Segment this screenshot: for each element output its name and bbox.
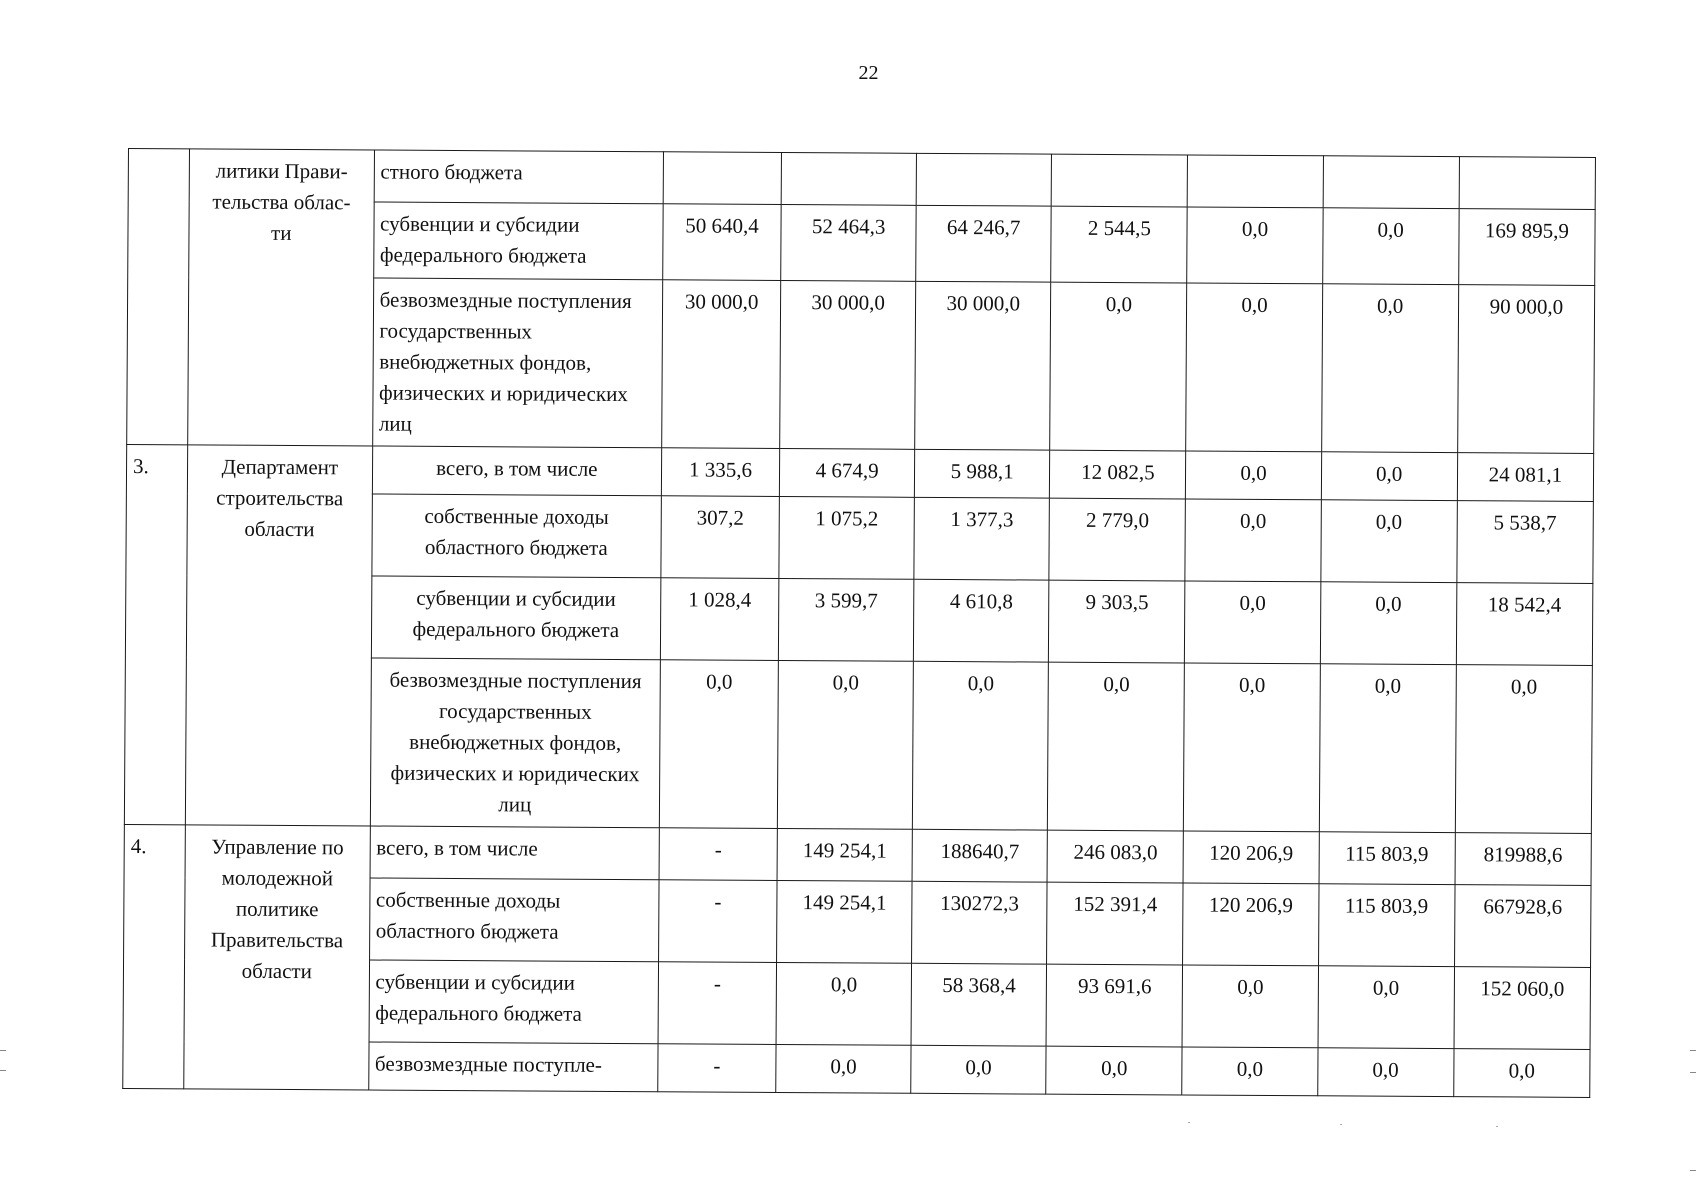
value-cell: 0,0 bbox=[1318, 966, 1455, 1049]
scan-edge-mark bbox=[1690, 1050, 1696, 1051]
value-cell: 0,0 bbox=[1182, 965, 1318, 1048]
value-cell: 4 610,8 bbox=[914, 579, 1050, 662]
page-number: 22 bbox=[858, 62, 879, 84]
scan-speck bbox=[1188, 1122, 1190, 1123]
funding-source-cell: собственные доходы областного бюджета bbox=[371, 494, 661, 578]
value-cell bbox=[1051, 154, 1188, 207]
value-cell: 18 542,4 bbox=[1456, 583, 1593, 666]
value-cell: 3 599,7 bbox=[778, 578, 914, 661]
value-cell: 0,0 bbox=[1321, 452, 1457, 501]
value-cell: 90 000,0 bbox=[1457, 285, 1594, 454]
value-cell: 30 000,0 bbox=[780, 280, 916, 449]
value-cell: 1 377,3 bbox=[914, 497, 1050, 580]
funding-source-cell: всего, в том числе bbox=[370, 826, 660, 880]
budget-table-wrapper bbox=[122, 148, 1596, 1098]
org-name: литики Прави-тельства облас-ти bbox=[212, 158, 351, 246]
value-cell: 115 803,9 bbox=[1318, 884, 1455, 967]
funding-source-cell: безвозмездные поступления государственных внебюджетных фондов, физических и юридических лиц bbox=[372, 278, 663, 448]
value-cell: 0,0 bbox=[659, 660, 778, 829]
funding-source-cell: субвенции и субсидии федерального бюджета bbox=[373, 202, 663, 280]
scan-speck bbox=[1496, 1126, 1498, 1127]
value-cell: 5 988,1 bbox=[915, 449, 1050, 498]
value-cell: 9 303,5 bbox=[1049, 580, 1186, 663]
org-name-cell bbox=[188, 149, 374, 446]
value-cell: 0,0 bbox=[1317, 1048, 1453, 1097]
value-cell: - bbox=[659, 880, 777, 963]
value-cell: 1 028,4 bbox=[660, 578, 778, 661]
value-cell: 0,0 bbox=[1186, 451, 1321, 500]
funding-source-cell: безвозмездные поступле- bbox=[368, 1042, 658, 1092]
value-cell: 0,0 bbox=[1320, 500, 1457, 583]
value-cell: 130272,3 bbox=[912, 881, 1048, 964]
value-cell: 93 691,6 bbox=[1046, 964, 1183, 1047]
value-cell: 0,0 bbox=[776, 1044, 911, 1093]
value-cell: 0,0 bbox=[1185, 581, 1321, 664]
org-name-cell bbox=[184, 825, 370, 1090]
value-cell: 188640,7 bbox=[912, 829, 1047, 882]
value-cell: 0,0 bbox=[1322, 208, 1459, 285]
value-cell bbox=[916, 153, 1051, 206]
value-cell: 0,0 bbox=[1453, 1049, 1590, 1098]
scan-edge-mark bbox=[1690, 1072, 1696, 1073]
value-cell: - bbox=[658, 1044, 776, 1093]
value-cell: 149 254,1 bbox=[777, 880, 913, 963]
scan-edge-mark bbox=[0, 1050, 6, 1051]
value-cell: 0,0 bbox=[777, 660, 913, 829]
value-cell: 0,0 bbox=[1320, 582, 1457, 665]
table-row bbox=[124, 824, 1591, 885]
value-cell: 64 246,7 bbox=[916, 205, 1052, 282]
value-cell: 30 000,0 bbox=[915, 281, 1051, 450]
value-cell: 0,0 bbox=[1319, 664, 1456, 833]
value-cell: 169 895,9 bbox=[1458, 209, 1595, 286]
value-cell: 5 538,7 bbox=[1457, 501, 1594, 584]
value-cell bbox=[1188, 155, 1323, 208]
value-cell: 12 082,5 bbox=[1050, 450, 1186, 499]
value-cell bbox=[1459, 157, 1596, 210]
value-cell: - bbox=[658, 962, 776, 1045]
org-name: Департамент строительства области bbox=[216, 454, 344, 542]
funding-source-cell: всего, в том числе bbox=[372, 446, 662, 496]
row-number-cell: 3. bbox=[124, 444, 187, 824]
scan-speck bbox=[1340, 1124, 1342, 1125]
value-cell: 246 083,0 bbox=[1047, 830, 1184, 883]
scan-edge-mark bbox=[1690, 1170, 1696, 1171]
value-cell: 50 640,4 bbox=[663, 204, 781, 281]
scan-edge-mark bbox=[0, 1070, 6, 1071]
value-cell: 0,0 bbox=[1187, 207, 1323, 284]
value-cell: 0,0 bbox=[1182, 1047, 1317, 1096]
value-cell: - bbox=[659, 828, 777, 881]
value-cell bbox=[663, 152, 781, 205]
value-cell: 0,0 bbox=[911, 1045, 1046, 1094]
org-name: Управление по молодежной политике Правительства области bbox=[210, 834, 344, 984]
value-cell: 0,0 bbox=[1048, 662, 1185, 831]
value-cell: 2 544,5 bbox=[1051, 206, 1188, 283]
value-cell: 819988,6 bbox=[1455, 833, 1592, 886]
value-cell: 58 368,4 bbox=[911, 963, 1047, 1046]
row-number-cell bbox=[127, 149, 190, 445]
value-cell: 1 075,2 bbox=[779, 496, 915, 579]
value-cell: 120 206,9 bbox=[1183, 883, 1319, 966]
value-cell bbox=[781, 152, 916, 205]
value-cell: 24 081,1 bbox=[1457, 453, 1594, 502]
table-row bbox=[128, 149, 1595, 210]
value-cell: 0,0 bbox=[1186, 283, 1322, 452]
value-cell: 0,0 bbox=[1050, 282, 1187, 451]
value-cell: 0,0 bbox=[776, 962, 912, 1045]
value-cell: 1 335,6 bbox=[661, 448, 779, 497]
value-cell: 307,2 bbox=[661, 496, 779, 579]
funding-source-cell: собственные доходы областного бюджета bbox=[369, 878, 659, 962]
value-cell: 4 674,9 bbox=[779, 448, 914, 497]
value-cell: 52 464,3 bbox=[781, 204, 917, 281]
value-cell: 149 254,1 bbox=[777, 828, 912, 881]
funding-source-cell: субвенции и субсидии федерального бюджета bbox=[369, 960, 659, 1044]
value-cell: 667928,6 bbox=[1454, 885, 1591, 968]
value-cell: 152 060,0 bbox=[1454, 967, 1591, 1050]
value-cell: 0,0 bbox=[1455, 665, 1592, 834]
org-name-cell bbox=[185, 445, 372, 826]
funding-source-cell: безвозмездные поступления государственных внебюджетных фондов, физических и юридических лиц bbox=[370, 658, 661, 828]
value-cell: 2 779,0 bbox=[1049, 498, 1186, 581]
value-cell: 0,0 bbox=[912, 661, 1048, 830]
value-cell: 30 000,0 bbox=[662, 280, 781, 449]
budget-table bbox=[122, 148, 1596, 1098]
value-cell: 0,0 bbox=[1321, 284, 1458, 453]
value-cell bbox=[1323, 156, 1460, 209]
value-cell: 120 206,9 bbox=[1183, 831, 1318, 884]
value-cell: 0,0 bbox=[1184, 663, 1320, 832]
row-number-cell: 4. bbox=[123, 824, 186, 1088]
value-cell: 152 391,4 bbox=[1047, 882, 1184, 965]
funding-source-cell: субвенции и субсидии федерального бюджета bbox=[371, 576, 661, 660]
value-cell: 0,0 bbox=[1185, 499, 1321, 582]
table-row bbox=[126, 444, 1593, 501]
value-cell: 0,0 bbox=[1046, 1046, 1182, 1095]
funding-source-cell: стного бюджета bbox=[374, 150, 664, 204]
value-cell: 115 803,9 bbox=[1319, 832, 1456, 885]
